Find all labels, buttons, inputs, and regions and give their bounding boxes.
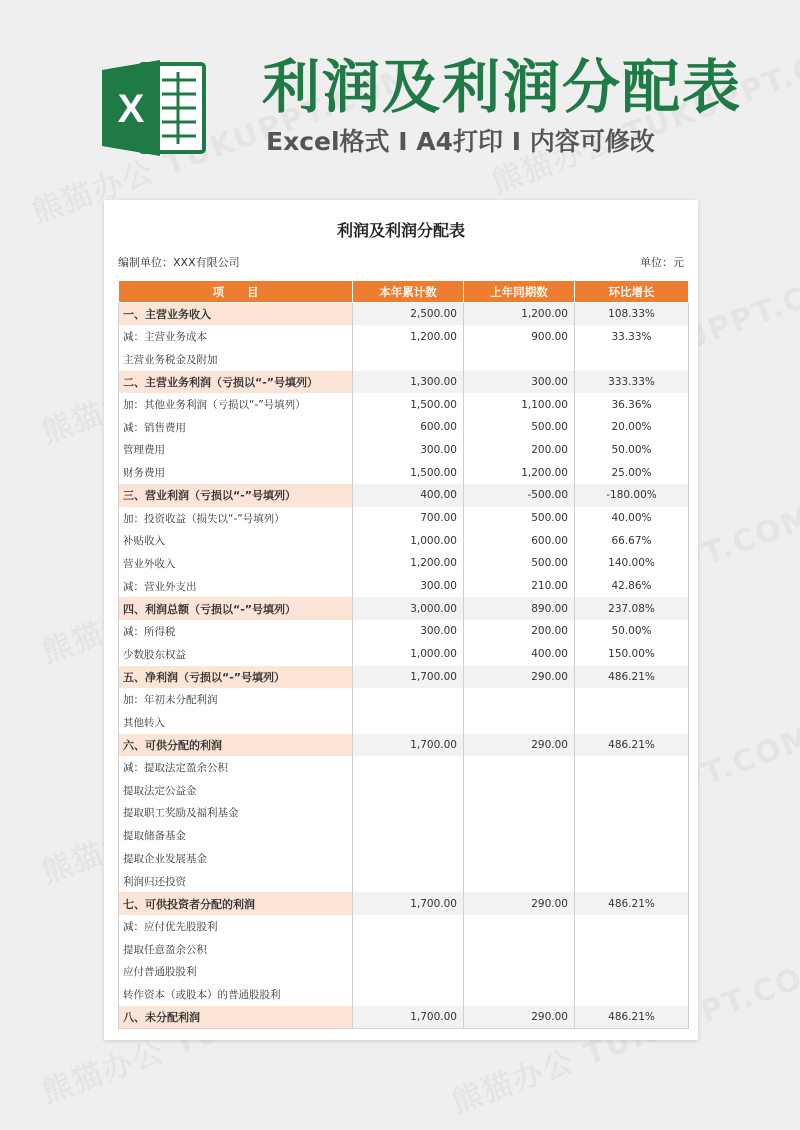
table-row: [119, 711, 689, 734]
row-previous-year: 500.00: [464, 416, 575, 439]
row-current-year: [353, 802, 464, 825]
row-current-year: [353, 688, 464, 711]
row-current-year: 1,700.00: [353, 666, 464, 689]
table-row: [119, 779, 689, 802]
table-row: [119, 507, 689, 530]
row-growth: 108.33%: [575, 303, 689, 326]
row-current-year: 300.00: [353, 439, 464, 462]
row-previous-year: 290.00: [464, 734, 575, 757]
row-current-year: 1,200.00: [353, 325, 464, 348]
table-row: [119, 597, 689, 620]
row-current-year: [353, 779, 464, 802]
logo-letter: X: [117, 87, 145, 131]
row-current-year: 600.00: [353, 416, 464, 439]
row-current-year: [353, 824, 464, 847]
table-row: [119, 348, 689, 371]
banner-title: 利润及利润分配表: [262, 53, 743, 121]
company-label: 编制单位：XXX有限公司: [118, 256, 240, 269]
row-growth: 486.21%: [575, 666, 689, 689]
row-growth: 36.36%: [575, 393, 689, 416]
row-growth: [575, 756, 689, 779]
row-item-label: 主营业务税金及附加: [119, 348, 353, 371]
document-sheet: [104, 200, 698, 1040]
row-previous-year: 900.00: [464, 325, 575, 348]
row-current-year: [353, 983, 464, 1006]
row-item-label: 减：应付优先股股利: [119, 915, 353, 938]
table-row: [119, 892, 689, 915]
row-current-year: 2,500.00: [353, 303, 464, 326]
row-current-year: 1,700.00: [353, 892, 464, 915]
row-item-label: 减：所得税: [119, 620, 353, 643]
table-row: [119, 461, 689, 484]
table-row: [119, 643, 689, 666]
row-previous-year: 890.00: [464, 597, 575, 620]
row-item-label: 减：营业外支出: [119, 575, 353, 598]
row-previous-year: [464, 915, 575, 938]
row-item-label: 五、净利润（亏损以“-”号填列）: [119, 666, 353, 689]
row-item-label: 减：销售费用: [119, 416, 353, 439]
header-current-year: 本年累计数: [353, 281, 464, 303]
row-item-label: 转作资本（或股本）的普通股股利: [119, 983, 353, 1006]
table-row: [119, 802, 689, 825]
row-previous-year: 290.00: [464, 892, 575, 915]
table-row: [119, 983, 689, 1006]
row-previous-year: [464, 802, 575, 825]
row-item-label: 加：其他业务利润（亏损以“-”号填列）: [119, 393, 353, 416]
row-growth: [575, 983, 689, 1006]
table-row: [119, 734, 689, 757]
unit-label: 单位：元: [640, 256, 684, 269]
row-item-label: 提取职工奖励及福利基金: [119, 802, 353, 825]
row-current-year: 1,000.00: [353, 529, 464, 552]
row-item-label: 加：投资收益（损失以“-”号填列）: [119, 507, 353, 530]
row-growth: [575, 688, 689, 711]
table-row: [119, 870, 689, 893]
row-previous-year: 290.00: [464, 1006, 575, 1029]
profit-table: [118, 280, 689, 1029]
row-item-label: 三、营业利润（亏损以“-”号填列）: [119, 484, 353, 507]
row-previous-year: 600.00: [464, 529, 575, 552]
row-current-year: 1,000.00: [353, 643, 464, 666]
row-current-year: [353, 756, 464, 779]
row-growth: 50.00%: [575, 439, 689, 462]
row-growth: [575, 960, 689, 983]
row-previous-year: 500.00: [464, 507, 575, 530]
row-growth: 42.86%: [575, 575, 689, 598]
table-row: [119, 1006, 689, 1029]
table-row: [119, 484, 689, 507]
table-row: [119, 666, 689, 689]
row-growth: 140.00%: [575, 552, 689, 575]
header-previous-year: 上年同期数: [464, 281, 575, 303]
row-previous-year: 1,200.00: [464, 303, 575, 326]
row-current-year: [353, 870, 464, 893]
row-growth: [575, 915, 689, 938]
row-current-year: [353, 960, 464, 983]
row-previous-year: 200.00: [464, 439, 575, 462]
excel-logo-icon: [102, 60, 208, 156]
row-growth: 33.33%: [575, 325, 689, 348]
row-previous-year: [464, 983, 575, 1006]
row-item-label: 提取储备基金: [119, 824, 353, 847]
table-row: [119, 303, 689, 326]
row-growth: 20.00%: [575, 416, 689, 439]
row-current-year: 300.00: [353, 620, 464, 643]
row-growth: 150.00%: [575, 643, 689, 666]
row-growth: 237.08%: [575, 597, 689, 620]
row-item-label: 管理费用: [119, 439, 353, 462]
table-row: [119, 393, 689, 416]
row-growth: 40.00%: [575, 507, 689, 530]
row-current-year: 1,200.00: [353, 552, 464, 575]
row-previous-year: [464, 938, 575, 961]
row-current-year: 700.00: [353, 507, 464, 530]
row-previous-year: [464, 711, 575, 734]
row-item-label: 提取任意盈余公积: [119, 938, 353, 961]
table-row: [119, 575, 689, 598]
table-row: [119, 688, 689, 711]
row-previous-year: [464, 824, 575, 847]
row-previous-year: 400.00: [464, 643, 575, 666]
banner-header: [0, 0, 800, 190]
banner-subtitle: Excel格式 Ⅰ A4打印 Ⅰ 内容可修改: [266, 127, 655, 156]
row-item-label: 其他转入: [119, 711, 353, 734]
row-previous-year: 1,200.00: [464, 461, 575, 484]
row-item-label: 八、未分配利润: [119, 1006, 353, 1029]
row-current-year: 1,300.00: [353, 371, 464, 394]
row-growth: [575, 824, 689, 847]
row-item-label: 减：主营业务成本: [119, 325, 353, 348]
row-growth: -180.00%: [575, 484, 689, 507]
row-previous-year: [464, 960, 575, 983]
row-growth: 333.33%: [575, 371, 689, 394]
row-growth: 66.67%: [575, 529, 689, 552]
table-row: [119, 620, 689, 643]
row-growth: 50.00%: [575, 620, 689, 643]
row-item-label: 提取企业发展基金: [119, 847, 353, 870]
row-previous-year: [464, 348, 575, 371]
row-growth: [575, 847, 689, 870]
table-row: [119, 847, 689, 870]
table-row: [119, 938, 689, 961]
row-previous-year: [464, 870, 575, 893]
row-current-year: [353, 847, 464, 870]
table-row: [119, 439, 689, 462]
table-body: [119, 303, 689, 1029]
row-previous-year: 500.00: [464, 552, 575, 575]
row-current-year: 300.00: [353, 575, 464, 598]
row-item-label: 一、主营业务收入: [119, 303, 353, 326]
row-item-label: 应付普通股股利: [119, 960, 353, 983]
table-row: [119, 529, 689, 552]
row-current-year: [353, 711, 464, 734]
header-growth: 环比增长: [575, 281, 689, 303]
row-previous-year: 1,100.00: [464, 393, 575, 416]
table-row: [119, 915, 689, 938]
row-current-year: 1,500.00: [353, 461, 464, 484]
row-previous-year: [464, 847, 575, 870]
table-row: [119, 824, 689, 847]
row-previous-year: [464, 779, 575, 802]
row-growth: [575, 802, 689, 825]
row-growth: [575, 779, 689, 802]
row-item-label: 补贴收入: [119, 529, 353, 552]
header-item: 项 目: [119, 281, 353, 303]
row-current-year: [353, 348, 464, 371]
row-growth: 486.21%: [575, 892, 689, 915]
row-item-label: 少数股东权益: [119, 643, 353, 666]
table-header-row: [119, 281, 689, 303]
row-item-label: 四、利润总额（亏损以“-”号填列）: [119, 597, 353, 620]
row-item-label: 加：年初未分配利润: [119, 688, 353, 711]
row-item-label: 提取法定公益金: [119, 779, 353, 802]
row-item-label: 财务费用: [119, 461, 353, 484]
row-growth: 486.21%: [575, 734, 689, 757]
row-current-year: 3,000.00: [353, 597, 464, 620]
row-item-label: 六、可供分配的利润: [119, 734, 353, 757]
document-title: 利润及利润分配表: [336, 221, 465, 240]
row-previous-year: 210.00: [464, 575, 575, 598]
row-current-year: 1,500.00: [353, 393, 464, 416]
row-current-year: 1,700.00: [353, 1006, 464, 1029]
table-row: [119, 552, 689, 575]
row-previous-year: [464, 688, 575, 711]
row-item-label: 二、主营业务利润（亏损以“-”号填列）: [119, 371, 353, 394]
row-growth: [575, 938, 689, 961]
row-current-year: 400.00: [353, 484, 464, 507]
row-item-label: 利润归还投资: [119, 870, 353, 893]
row-current-year: [353, 915, 464, 938]
row-previous-year: [464, 756, 575, 779]
row-item-label: 减：提取法定盈余公积: [119, 756, 353, 779]
row-previous-year: 290.00: [464, 666, 575, 689]
table-row: [119, 371, 689, 394]
row-previous-year: 200.00: [464, 620, 575, 643]
row-growth: [575, 711, 689, 734]
table-row: [119, 416, 689, 439]
row-growth: [575, 870, 689, 893]
table-row: [119, 756, 689, 779]
table-row: [119, 960, 689, 983]
row-current-year: 1,700.00: [353, 734, 464, 757]
row-growth: 486.21%: [575, 1006, 689, 1029]
row-growth: 25.00%: [575, 461, 689, 484]
table-row: [119, 325, 689, 348]
row-previous-year: 300.00: [464, 371, 575, 394]
row-item-label: 营业外收入: [119, 552, 353, 575]
row-current-year: [353, 938, 464, 961]
row-item-label: 七、可供投资者分配的利润: [119, 892, 353, 915]
row-previous-year: -500.00: [464, 484, 575, 507]
row-growth: [575, 348, 689, 371]
